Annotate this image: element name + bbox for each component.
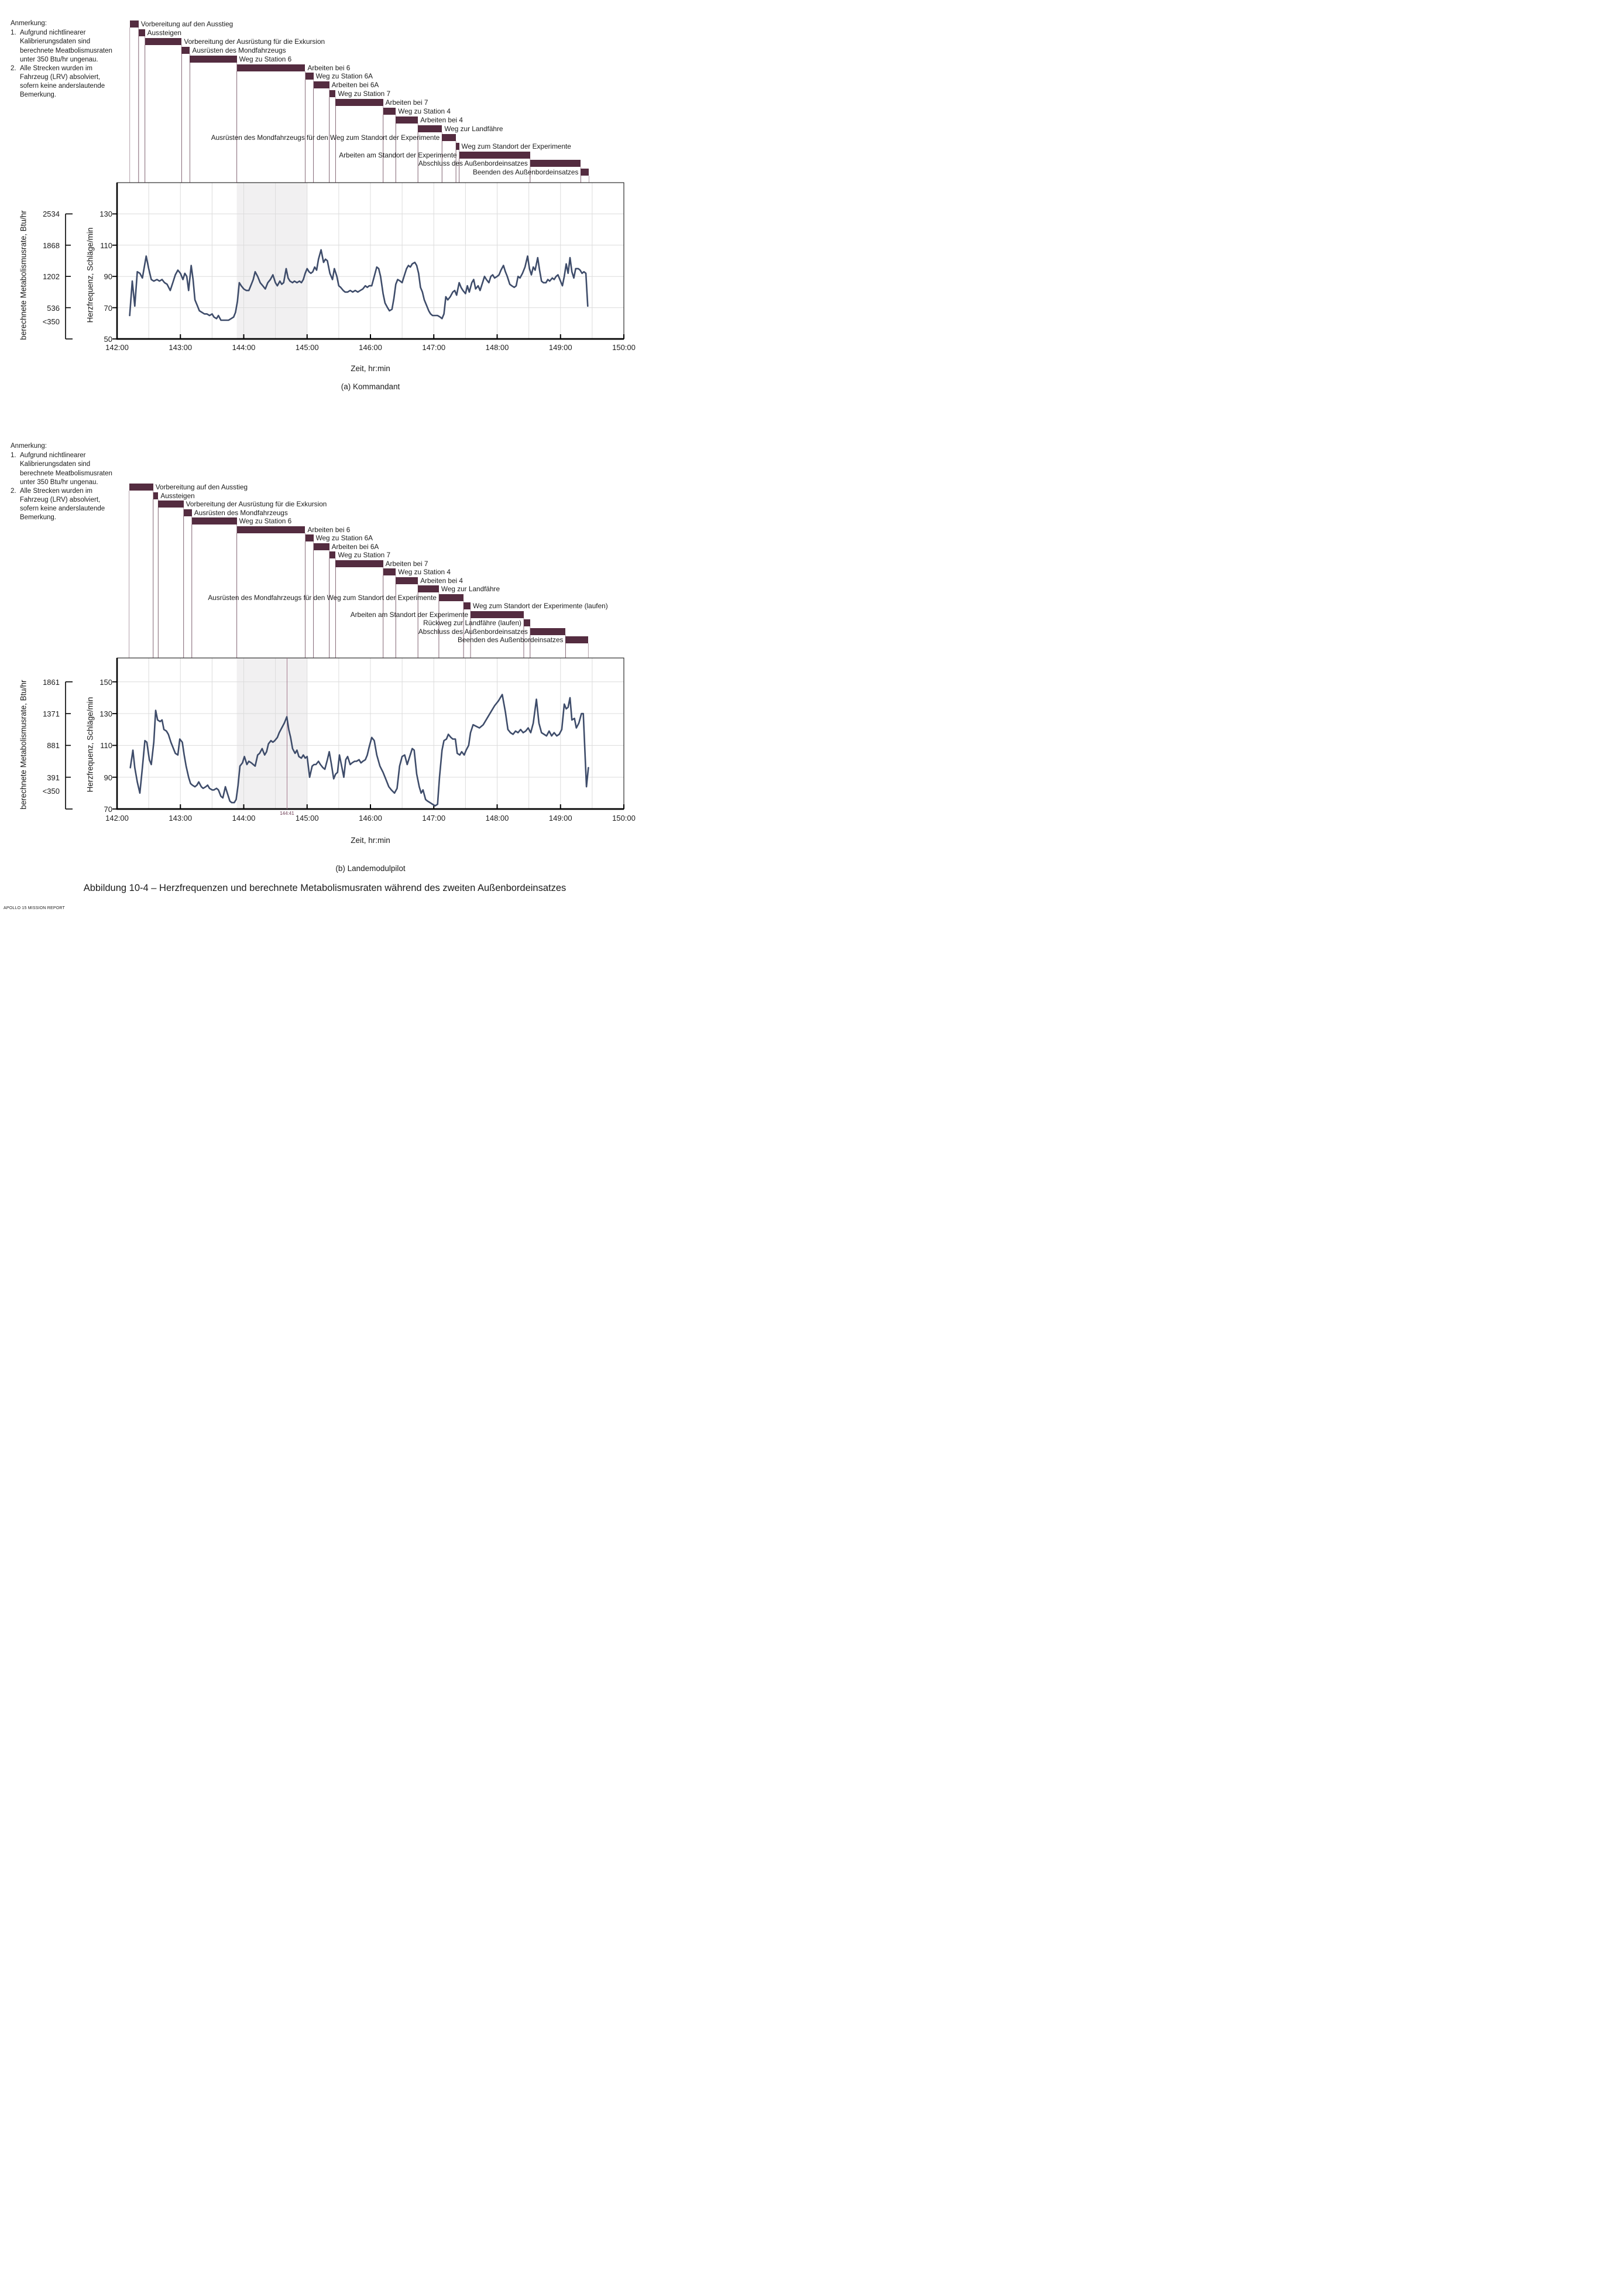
gantt-task-label: Ausrüsten des Mondfahrzeugs für den Weg zum Standort der Experimente [211,133,440,142]
gantt-task-label: Ausrüsten des Mondfahrzeugs für den Weg zum Standort der Experimente [208,593,437,602]
gantt-bar [459,152,530,159]
notes-block-commander [11,19,117,100]
note-text: Alle Strecken wurden im Fahrzeug (LRV) absolviert, sofern keine anderslautende Bemerkung. [20,64,105,99]
report-footer: APOLLO 15 MISSION REPORT [4,906,66,910]
x-tick-label: 149:00 [548,343,572,352]
gantt-task-label: Weg zur Landfähre [444,124,503,133]
figure-page [0,0,650,913]
hr-tick-label: 50 [104,335,112,344]
gantt-task-label: Weg zu Station 4 [398,107,451,115]
x-tick-label: 145:00 [295,343,319,352]
met-tick-label: 881 [47,741,60,750]
subcaption-b: (b) Landemodulpilot [335,864,406,873]
note-item [11,29,117,64]
shaded-band [237,658,307,809]
gantt-bar [139,29,145,36]
gantt-task-label: Weg zum Standort der Experimente [461,142,571,150]
gantt-task-label: Arbeiten bei 6A [331,81,379,90]
subcaption-a: (a) Kommandant [341,382,400,391]
hr-axis-title-b: Herzfrequenz, Schläge/min [85,697,95,793]
note-item [11,487,117,523]
gantt-task-label: Arbeiten bei 4 [420,576,463,585]
gantt-task-label: Arbeiten bei 4 [420,115,463,124]
gantt-bar [190,56,236,63]
gantt-task-label: Abschluss des Außenbordeinsatzes [418,627,528,636]
ref-line-label: 144:41 [280,811,294,816]
gantt-task-label: Weg zu Station 6A [315,534,373,542]
figure-caption: Abbildung 10-4 – Herzfrequenzen und berechnete Metabolismusraten während des zweiten Außenbordeinsatzes [83,883,566,893]
note-text: Aufgrund nichtlinearer Kalibrierungsdaten sind berechnete Meatbolismusraten unter 350 Btu/hr ungenau. [20,452,112,486]
x-tick-label: 147:00 [422,814,446,822]
gantt-bar [335,560,383,567]
gantt-bar [439,594,463,601]
gantt-bar [383,108,396,115]
hr-tick-label: 110 [100,241,112,250]
x-tick-label: 148:00 [485,814,509,822]
met-tick-label: 536 [47,303,60,313]
gantt-bar [530,628,566,635]
gantt-bar [396,577,418,584]
gantt-task-label: Aussteigen [147,28,181,37]
gantt-bar [418,585,439,592]
gantt-bar [314,81,329,88]
gantt-task-label: Arbeiten bei 7 [385,98,428,107]
gantt-bar [463,602,471,609]
gantt-task-label: Weg zum Standort der Experimente (laufen) [473,602,608,610]
met-tick-label: 1202 [43,272,60,282]
gantt-bar [335,99,383,106]
note-text: Aufgrund nichtlinearer Kalibrierungsdaten sind berechnete Meatbolismusraten unter 350 Btu/hr ungenau. [20,29,112,63]
x-tick-label: 147:00 [422,343,446,352]
hr-tick-label: 150 [99,677,112,687]
note-item [11,64,117,100]
gantt-bar [153,492,159,499]
gantt-bar [329,551,336,558]
gantt-task-label: Ausrüsten des Mondfahrzeugs [192,46,286,54]
heart-rate-line [131,695,589,806]
x-tick-label: 142:00 [105,814,129,822]
met-axis-title-a: berechnete Metabolismusrate, Btu/hr [19,210,28,340]
gantt-bar [237,64,305,71]
gantt-bar [530,160,581,167]
gantt-bar [145,38,182,45]
gantt-task-label: Rückweg zur Landfähre (laufen) [423,619,521,627]
x-tick-label: 146:00 [359,343,382,352]
gantt-bar [329,90,336,97]
gantt-bar [305,73,314,80]
gantt-bar [158,501,183,508]
hr-tick-label: 70 [104,805,112,814]
met-below-label: <350 [42,317,60,326]
gantt-bar [237,526,305,533]
hr-tick-label: 130 [99,709,112,719]
x-tick-label: 143:00 [169,343,193,352]
note-number: 1. [11,29,16,37]
gantt-task-label: Vorbereitung auf den Ausstieg [140,20,234,28]
hr-tick-label: 90 [104,773,112,782]
gantt-bar [396,116,418,124]
met-tick-label: 1371 [43,709,60,719]
gantt-task-label: Vorbereitung der Ausrüstung für die Exkursion [186,500,327,508]
gantt-task-label: Weg zu Station 6 [239,517,292,525]
hr-tick-label: 110 [100,741,112,750]
gantt-task-label: Arbeiten bei 6 [307,63,351,72]
met-tick-label: 1868 [43,241,60,250]
gantt-bar [192,517,237,525]
gantt-bar [130,20,139,28]
gantt-task-label: Vorbereitung auf den Ausstieg [155,483,248,491]
gantt-task-label: Aussteigen [160,491,195,500]
gantt-bar [524,619,530,626]
gantt-bar [129,484,153,491]
gantt-bar [581,169,589,176]
note-item [11,451,117,487]
gantt-bar [181,47,190,54]
x-tick-label: 149:00 [548,814,572,822]
x-axis-title-a: Zeit, hr:min [351,364,390,373]
gantt-bar [184,509,192,516]
hr-tick-label: 90 [104,272,112,282]
gantt-task-label: Arbeiten bei 6 [307,525,351,534]
heart-rate-line [130,250,588,320]
x-tick-label: 143:00 [169,814,193,822]
met-below-label: <350 [42,786,60,796]
x-tick-label: 148:00 [485,343,509,352]
note-number: 1. [11,452,16,460]
x-tick-label: 146:00 [359,814,382,822]
gantt-task-label: Beenden des Außenbordeinsatzes [473,168,579,177]
note-number: 2. [11,487,16,495]
notes-title: Anmerkung: [11,443,47,450]
gantt-task-label: Beenden des Außenbordeinsatzes [458,636,564,644]
gantt-task-label: Weg zu Station 4 [398,568,451,576]
hr-tick-label: 70 [104,303,112,313]
gantt-task-label: Weg zu Station 6A [315,72,373,81]
notes-title: Anmerkung: [11,20,47,27]
gantt-task-label: Arbeiten am Standort der Experimente [350,610,469,619]
gantt-bar [418,125,442,132]
note-text: Alle Strecken wurden im Fahrzeug (LRV) absolviert, sofern keine anderslautende Bemerkung. [20,487,105,522]
hr-tick-label: 130 [99,210,112,219]
x-tick-label: 142:00 [105,343,129,352]
gantt-task-label: Abschluss des Außenbordeinsatzes [418,159,528,168]
met-tick-label: 1861 [43,677,60,687]
gantt-bar [471,611,524,618]
x-tick-label: 150:00 [612,343,636,352]
hr-axis-title-a: Herzfrequenz, Schläge/min [85,227,95,323]
gantt-task-label: Weg zur Landfähre [441,585,500,593]
gantt-task-label: Weg zu Station 7 [338,551,391,559]
x-tick-label: 144:00 [232,343,256,352]
note-number: 2. [11,64,16,72]
notes-block-lmp [11,442,117,523]
met-tick-label: 391 [47,773,60,782]
gantt-task-label: Ausrüsten des Mondfahrzeugs [194,508,288,517]
met-tick-label: 2534 [43,210,60,219]
x-tick-label: 145:00 [295,814,319,822]
x-tick-label: 150:00 [612,814,636,822]
gantt-task-label: Arbeiten am Standort der Experimente [339,150,457,159]
gantt-task-label: Weg zu Station 7 [338,90,391,98]
met-axis-title-b: berechnete Metabolismusrate, Btu/hr [19,680,28,810]
x-tick-label: 144:00 [232,814,256,822]
gantt-bar [314,543,329,550]
gantt-task-label: Arbeiten bei 7 [385,559,428,568]
gantt-bar [383,568,396,575]
gantt-bar [305,534,314,541]
gantt-task-label: Weg zu Station 6 [239,54,292,63]
gantt-task-label: Arbeiten bei 6A [331,542,379,551]
gantt-bar [456,143,459,150]
x-axis-title-b: Zeit, hr:min [351,836,390,845]
shaded-band [237,183,307,339]
gantt-task-label: Vorbereitung der Ausrüstung für die Exkursion [184,37,325,46]
gantt-bar [442,134,456,141]
gantt-bar [565,636,588,643]
